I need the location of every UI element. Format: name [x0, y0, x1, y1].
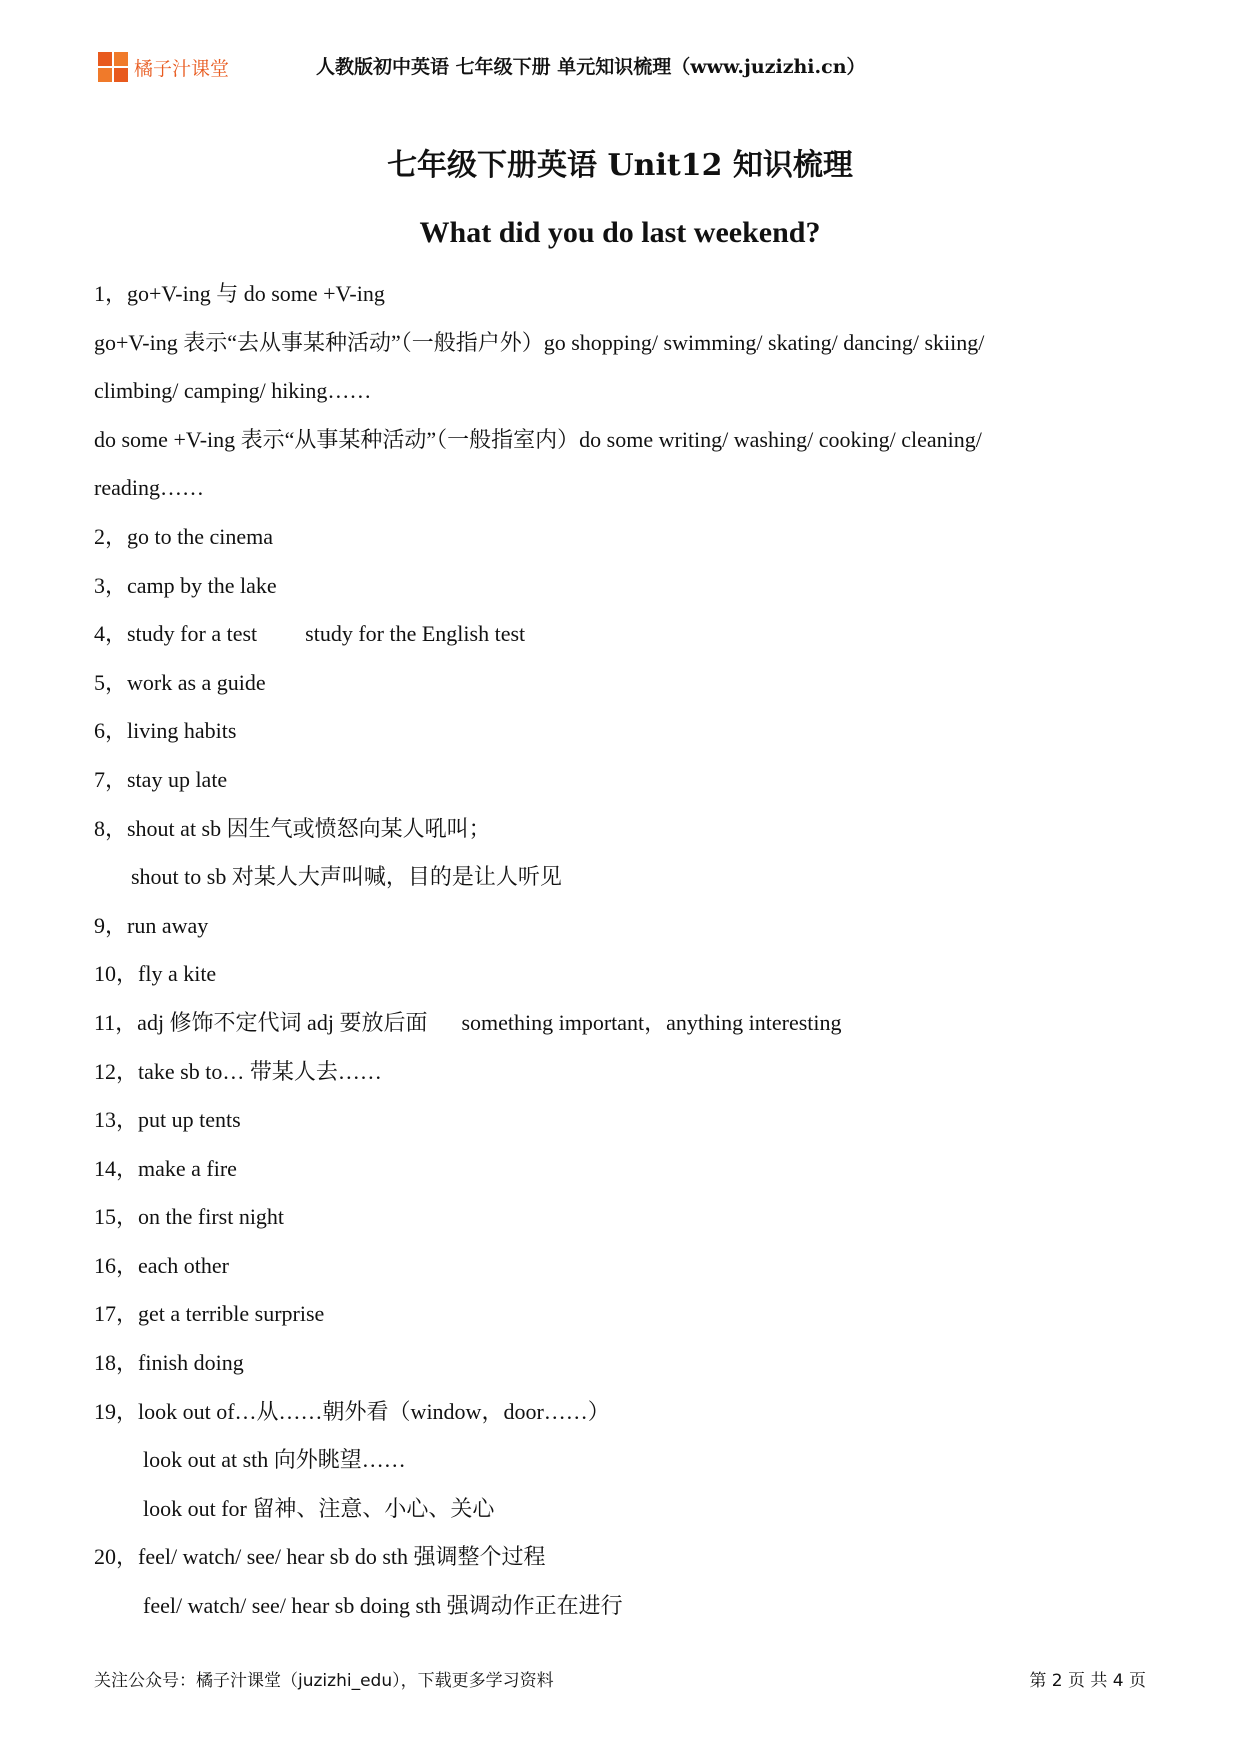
list-item: 9，run away: [94, 912, 209, 938]
list-item: [94, 999, 1164, 1048]
list-item: reading……: [94, 475, 204, 501]
list-item: 12，take sb to… 带某人去……: [94, 1058, 382, 1084]
list-item: 19，look out of…从……朝外看（window，door……）: [94, 1398, 610, 1424]
brand-logo: [98, 48, 238, 84]
item-text: something important，anything interesting: [461, 1009, 842, 1035]
list-item: do some +V-ing 表示“从事某种活动”（一般指室内）do some writing/ washing/ cooking/ cleaning/: [94, 426, 982, 452]
list-item: 2，go to the cinema: [94, 523, 274, 549]
list-item: look out at sth 向外眺望……: [143, 1447, 406, 1473]
list-item: 14，make a fire: [94, 1155, 237, 1181]
logo-mark-icon: [98, 52, 128, 82]
header-title: 人教版初中英语 七年级下册 单元知识梳理（www.juzizhi.cn）: [316, 56, 866, 78]
logo-text: 橘子汁课堂: [134, 58, 230, 80]
document-title: 七年级下册英语 Unit12 知识梳理: [387, 148, 853, 183]
list-item: 15，on the first night: [94, 1204, 285, 1230]
list-item: 17，get a terrible surprise: [94, 1301, 325, 1327]
list-item: shout to sb 对某人大声叫喊，目的是让人听见: [131, 864, 562, 890]
list-item: 20，feel/ watch/ see/ hear sb do sth 强调整个过程: [94, 1544, 546, 1570]
item-text: 11，adj 修饰不定代词 adj 要放后面: [94, 1009, 428, 1035]
list-item: 3，camp by the lake: [94, 572, 277, 598]
list-item: look out for 留神、注意、小心、关心: [143, 1495, 495, 1521]
list-item: 8，shout at sb 因生气或愤怒向某人吼叫；: [94, 815, 491, 841]
list-item: 6，living habits: [94, 718, 237, 744]
list-item: climbing/ camping/ hiking……: [94, 378, 372, 404]
page-header: [98, 46, 1148, 86]
list-item: 10，fly a kite: [94, 961, 217, 987]
page-number: 第 2 页 共 4 页: [1029, 1671, 1146, 1691]
list-item: 13，put up tents: [94, 1107, 241, 1133]
item-text: study for the English test: [305, 621, 526, 647]
footer-note: 关注公众号：橘子汁课堂（juzizhi_edu），下载更多学习资料: [94, 1671, 554, 1691]
list-item: go+V-ing 表示“去从事某种活动”（一般指户外）go shopping/ swimming/ skating/ dancing/ skiing/: [94, 329, 985, 355]
list-item: feel/ watch/ see/ hear sb doing sth 强调动作正在进行: [143, 1593, 623, 1619]
document-subtitle: What did you do last weekend?: [419, 216, 821, 249]
list-item: 1，go+V-ing 与 do some +V-ing: [94, 281, 385, 306]
list-item: 16，each other: [94, 1252, 229, 1278]
list-item: [94, 610, 1164, 659]
list-item: 7，stay up late: [94, 766, 228, 792]
list-item: 18，finish doing: [94, 1350, 244, 1376]
knowledge-list: [94, 270, 1164, 1631]
item-text: 4，study for a test: [94, 621, 258, 647]
list-item: 5，work as a guide: [94, 669, 266, 695]
